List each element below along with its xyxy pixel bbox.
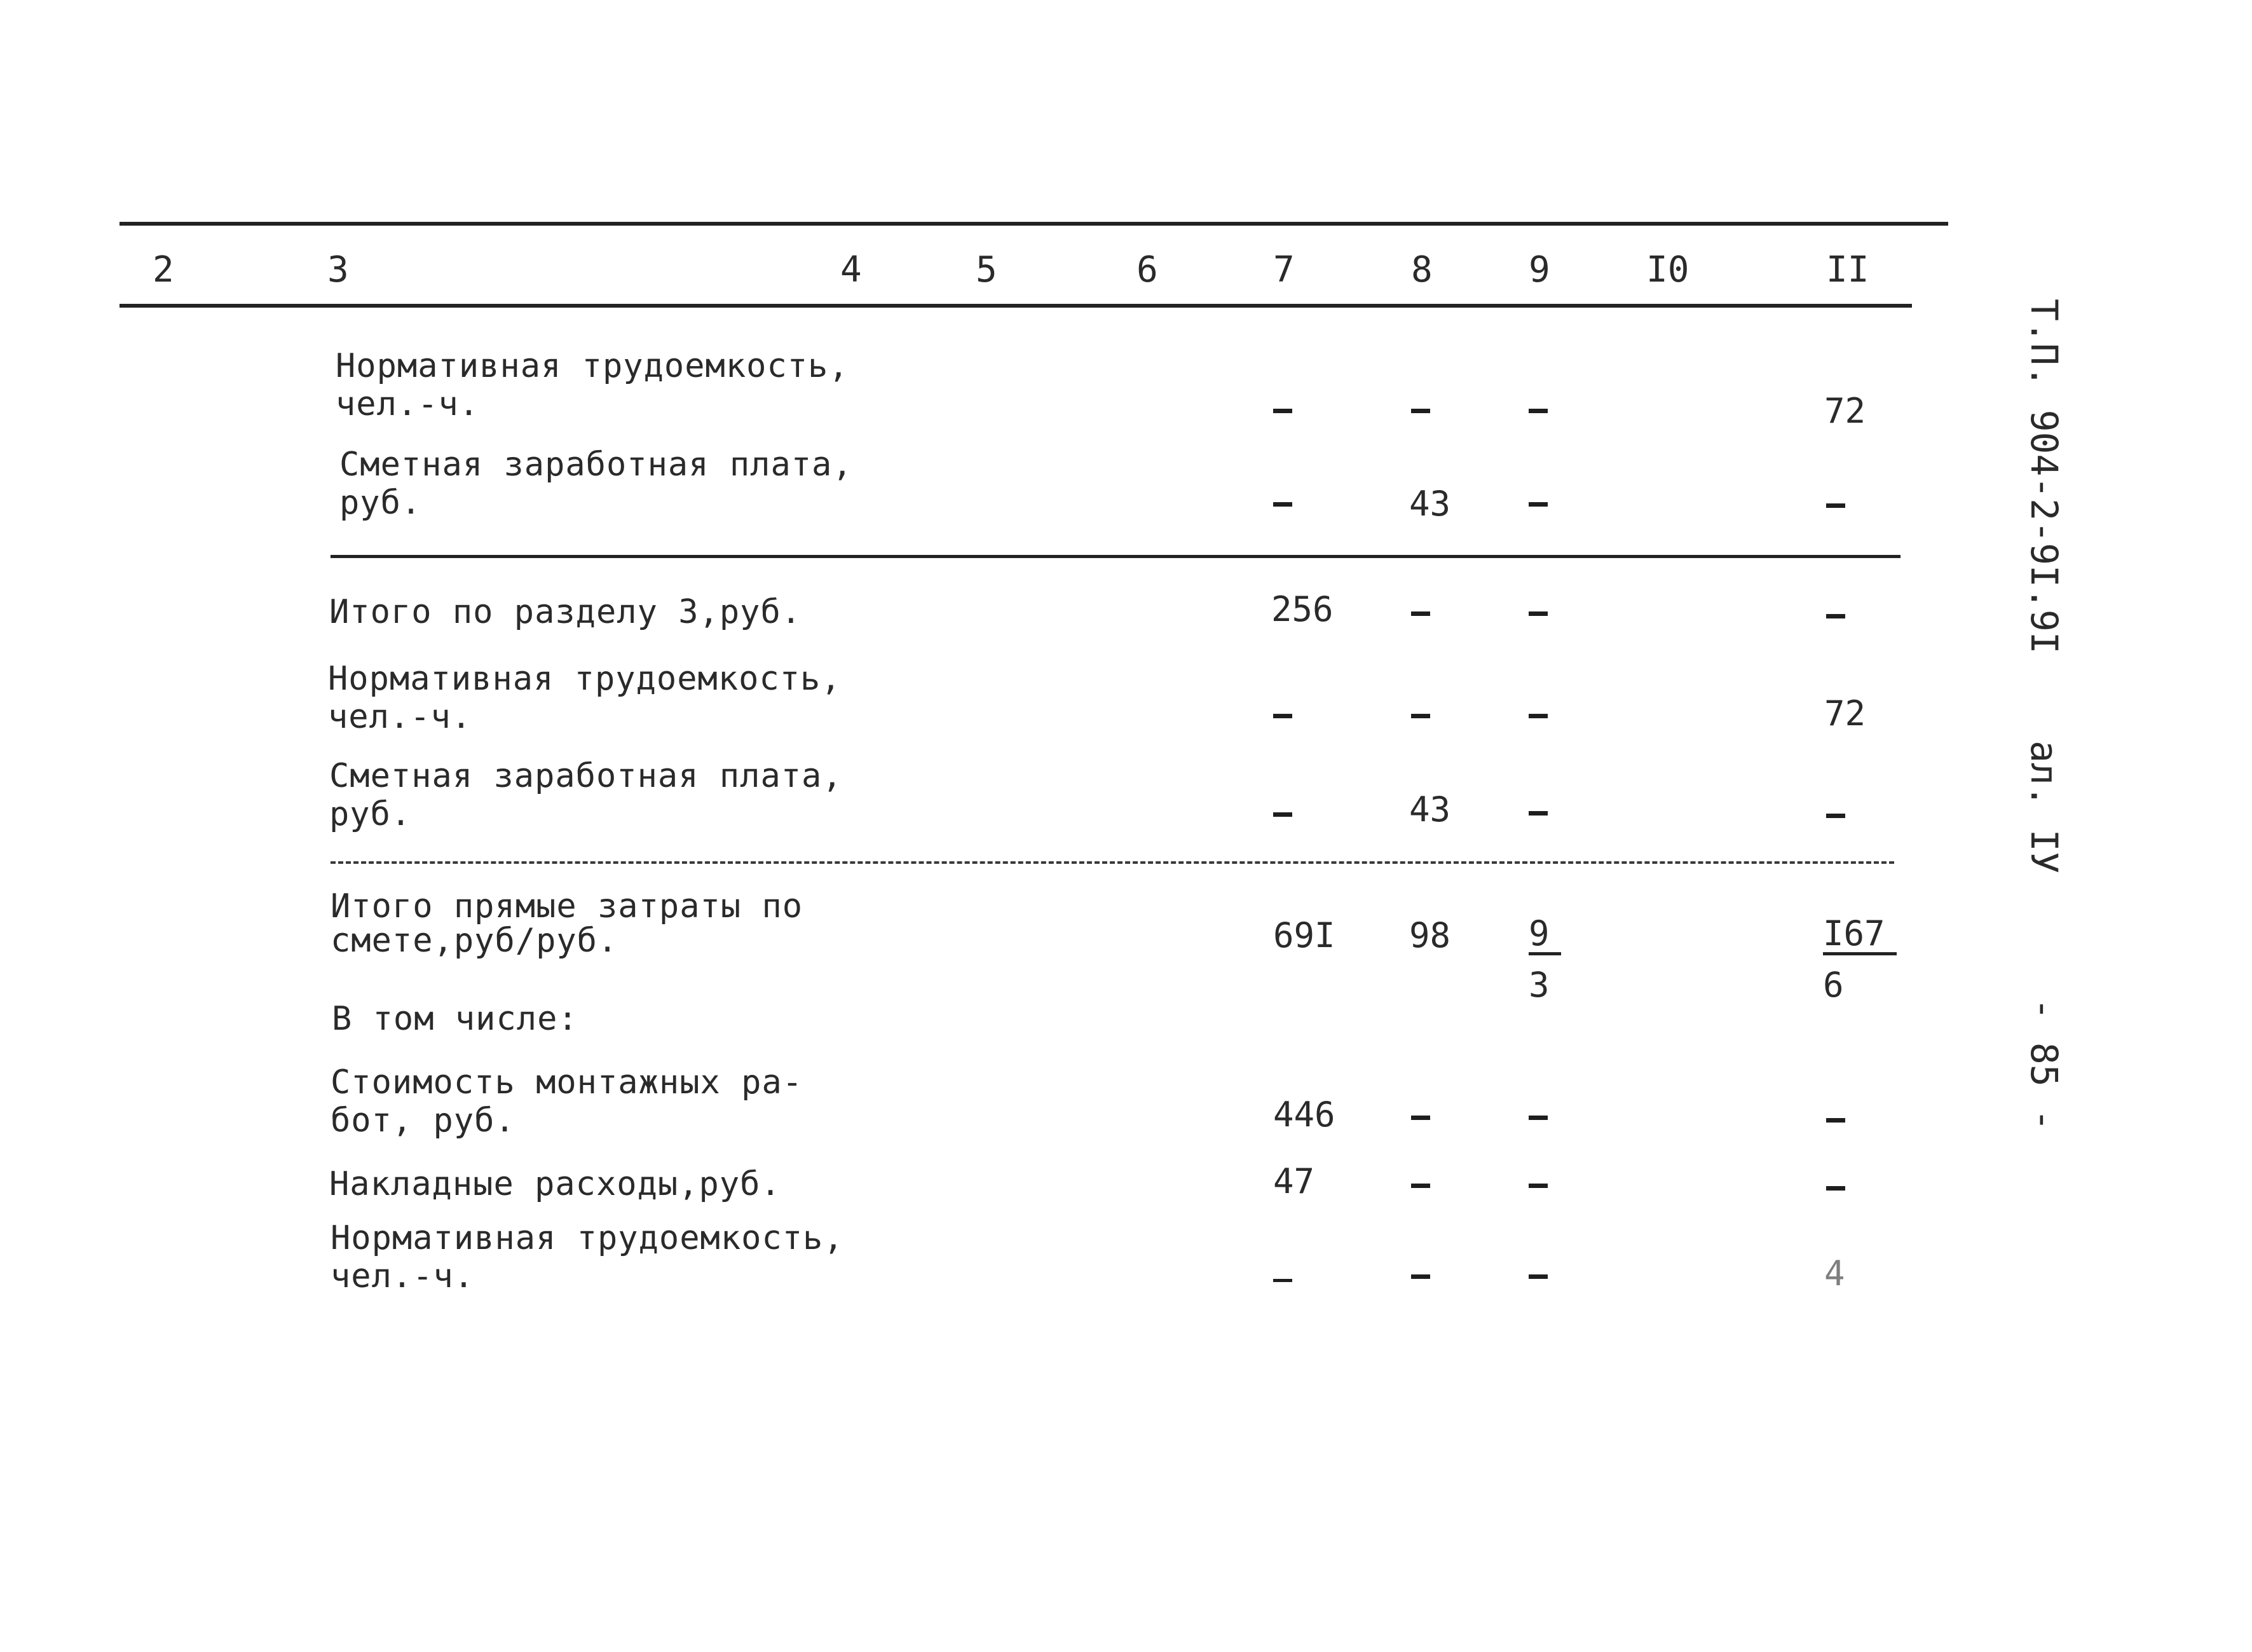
- cell-dash: [1826, 814, 1845, 818]
- row-label-line2: бот, руб.: [331, 1102, 515, 1140]
- cell-value: 446: [1273, 1095, 1335, 1135]
- header-bottom-rule: [119, 304, 1912, 308]
- cell-dash: [1826, 614, 1845, 618]
- fraction-cell: [1529, 915, 1561, 1004]
- row-label-line1: Сметная заработная плата,: [339, 446, 853, 484]
- col-header-4: 4: [840, 249, 862, 290]
- cell-dash: [1273, 409, 1292, 413]
- row-label-line2: руб.: [339, 484, 422, 522]
- cell-dash: [1273, 714, 1292, 718]
- fraction-numerator: 9: [1529, 915, 1561, 955]
- cell-dash: [1273, 1279, 1292, 1282]
- cell-dash: [1411, 409, 1430, 413]
- cell-value: 72: [1824, 693, 1866, 734]
- cell-dash: [1529, 1184, 1548, 1188]
- cell-value: 69I: [1273, 915, 1335, 955]
- cell-dash: [1826, 1186, 1845, 1191]
- cell-dash: [1273, 812, 1292, 817]
- cell-dash: [1529, 409, 1548, 413]
- document-code: Т.П. 904-2-9I.9I: [2023, 299, 2066, 654]
- cell-dash: [1529, 1116, 1548, 1120]
- row-label-line1: Сметная заработная плата,: [329, 757, 843, 795]
- cell-dash: [1529, 1274, 1548, 1279]
- row-label-line2: чел.-ч.: [328, 698, 472, 736]
- row-label-line1: Нормативная трудоемкость,: [336, 347, 849, 385]
- row-label-line2: смете,руб/руб.: [331, 922, 618, 960]
- section-rule-dashed: [331, 861, 1894, 864]
- cell-value: 47: [1273, 1161, 1315, 1201]
- col-header-7: 7: [1273, 249, 1295, 290]
- section-rule: [331, 555, 1901, 558]
- col-header-2: 2: [153, 249, 174, 290]
- row-label-line1: Итого прямые затраты по: [331, 887, 803, 925]
- col-header-8: 8: [1411, 249, 1433, 290]
- header-top-rule: [119, 222, 1948, 226]
- cell-dash: [1529, 611, 1548, 616]
- cell-dash: [1411, 1116, 1430, 1120]
- cell-dash: [1273, 502, 1292, 507]
- album-number: ал. IУ: [2023, 741, 2066, 874]
- cell-value: 98: [1409, 915, 1451, 955]
- fraction-numerator: I67: [1823, 915, 1897, 955]
- row-label-line2: руб.: [329, 795, 412, 833]
- col-header-9: 9: [1529, 249, 1550, 290]
- cell-value: 43: [1409, 484, 1451, 524]
- col-header-5: 5: [976, 249, 997, 290]
- row-label-line1: Итого по разделу 3,руб.: [329, 593, 802, 631]
- cell-dash: [1529, 714, 1548, 718]
- row-label-line2: чел.-ч.: [336, 385, 480, 423]
- col-header-3: 3: [327, 249, 349, 290]
- fraction-denominator: 6: [1823, 965, 1844, 1005]
- cell-value: 256: [1271, 589, 1334, 629]
- row-label-line1: В том числе:: [332, 1000, 578, 1038]
- col-header-11: II: [1826, 249, 1869, 290]
- row-label-line2: чел.-ч.: [331, 1257, 475, 1295]
- cell-value: 43: [1409, 789, 1451, 829]
- fraction-cell: [1823, 915, 1897, 1004]
- cell-dash: [1826, 503, 1845, 508]
- cell-dash: [1411, 1274, 1430, 1279]
- cell-dash: [1826, 1118, 1845, 1123]
- row-label-line1: Нормативная трудоемкость,: [331, 1219, 844, 1257]
- cell-dash: [1411, 611, 1430, 616]
- col-header-10: I0: [1646, 249, 1689, 290]
- cell-dash: [1411, 714, 1430, 718]
- col-header-6: 6: [1136, 249, 1158, 290]
- cell-value: 72: [1824, 391, 1866, 431]
- row-label-line1: Накладные расходы,руб.: [329, 1165, 781, 1203]
- fraction-denominator: 3: [1529, 965, 1550, 1005]
- cell-value: 4: [1824, 1253, 1845, 1294]
- cell-dash: [1411, 1184, 1430, 1188]
- row-label-line1: Нормативная трудоемкость,: [328, 660, 842, 698]
- cell-dash: [1529, 502, 1548, 507]
- page-number: - 85 -: [2023, 998, 2066, 1131]
- row-label-line1: Стоимость монтажных ра-: [331, 1063, 803, 1102]
- cell-dash: [1529, 811, 1548, 816]
